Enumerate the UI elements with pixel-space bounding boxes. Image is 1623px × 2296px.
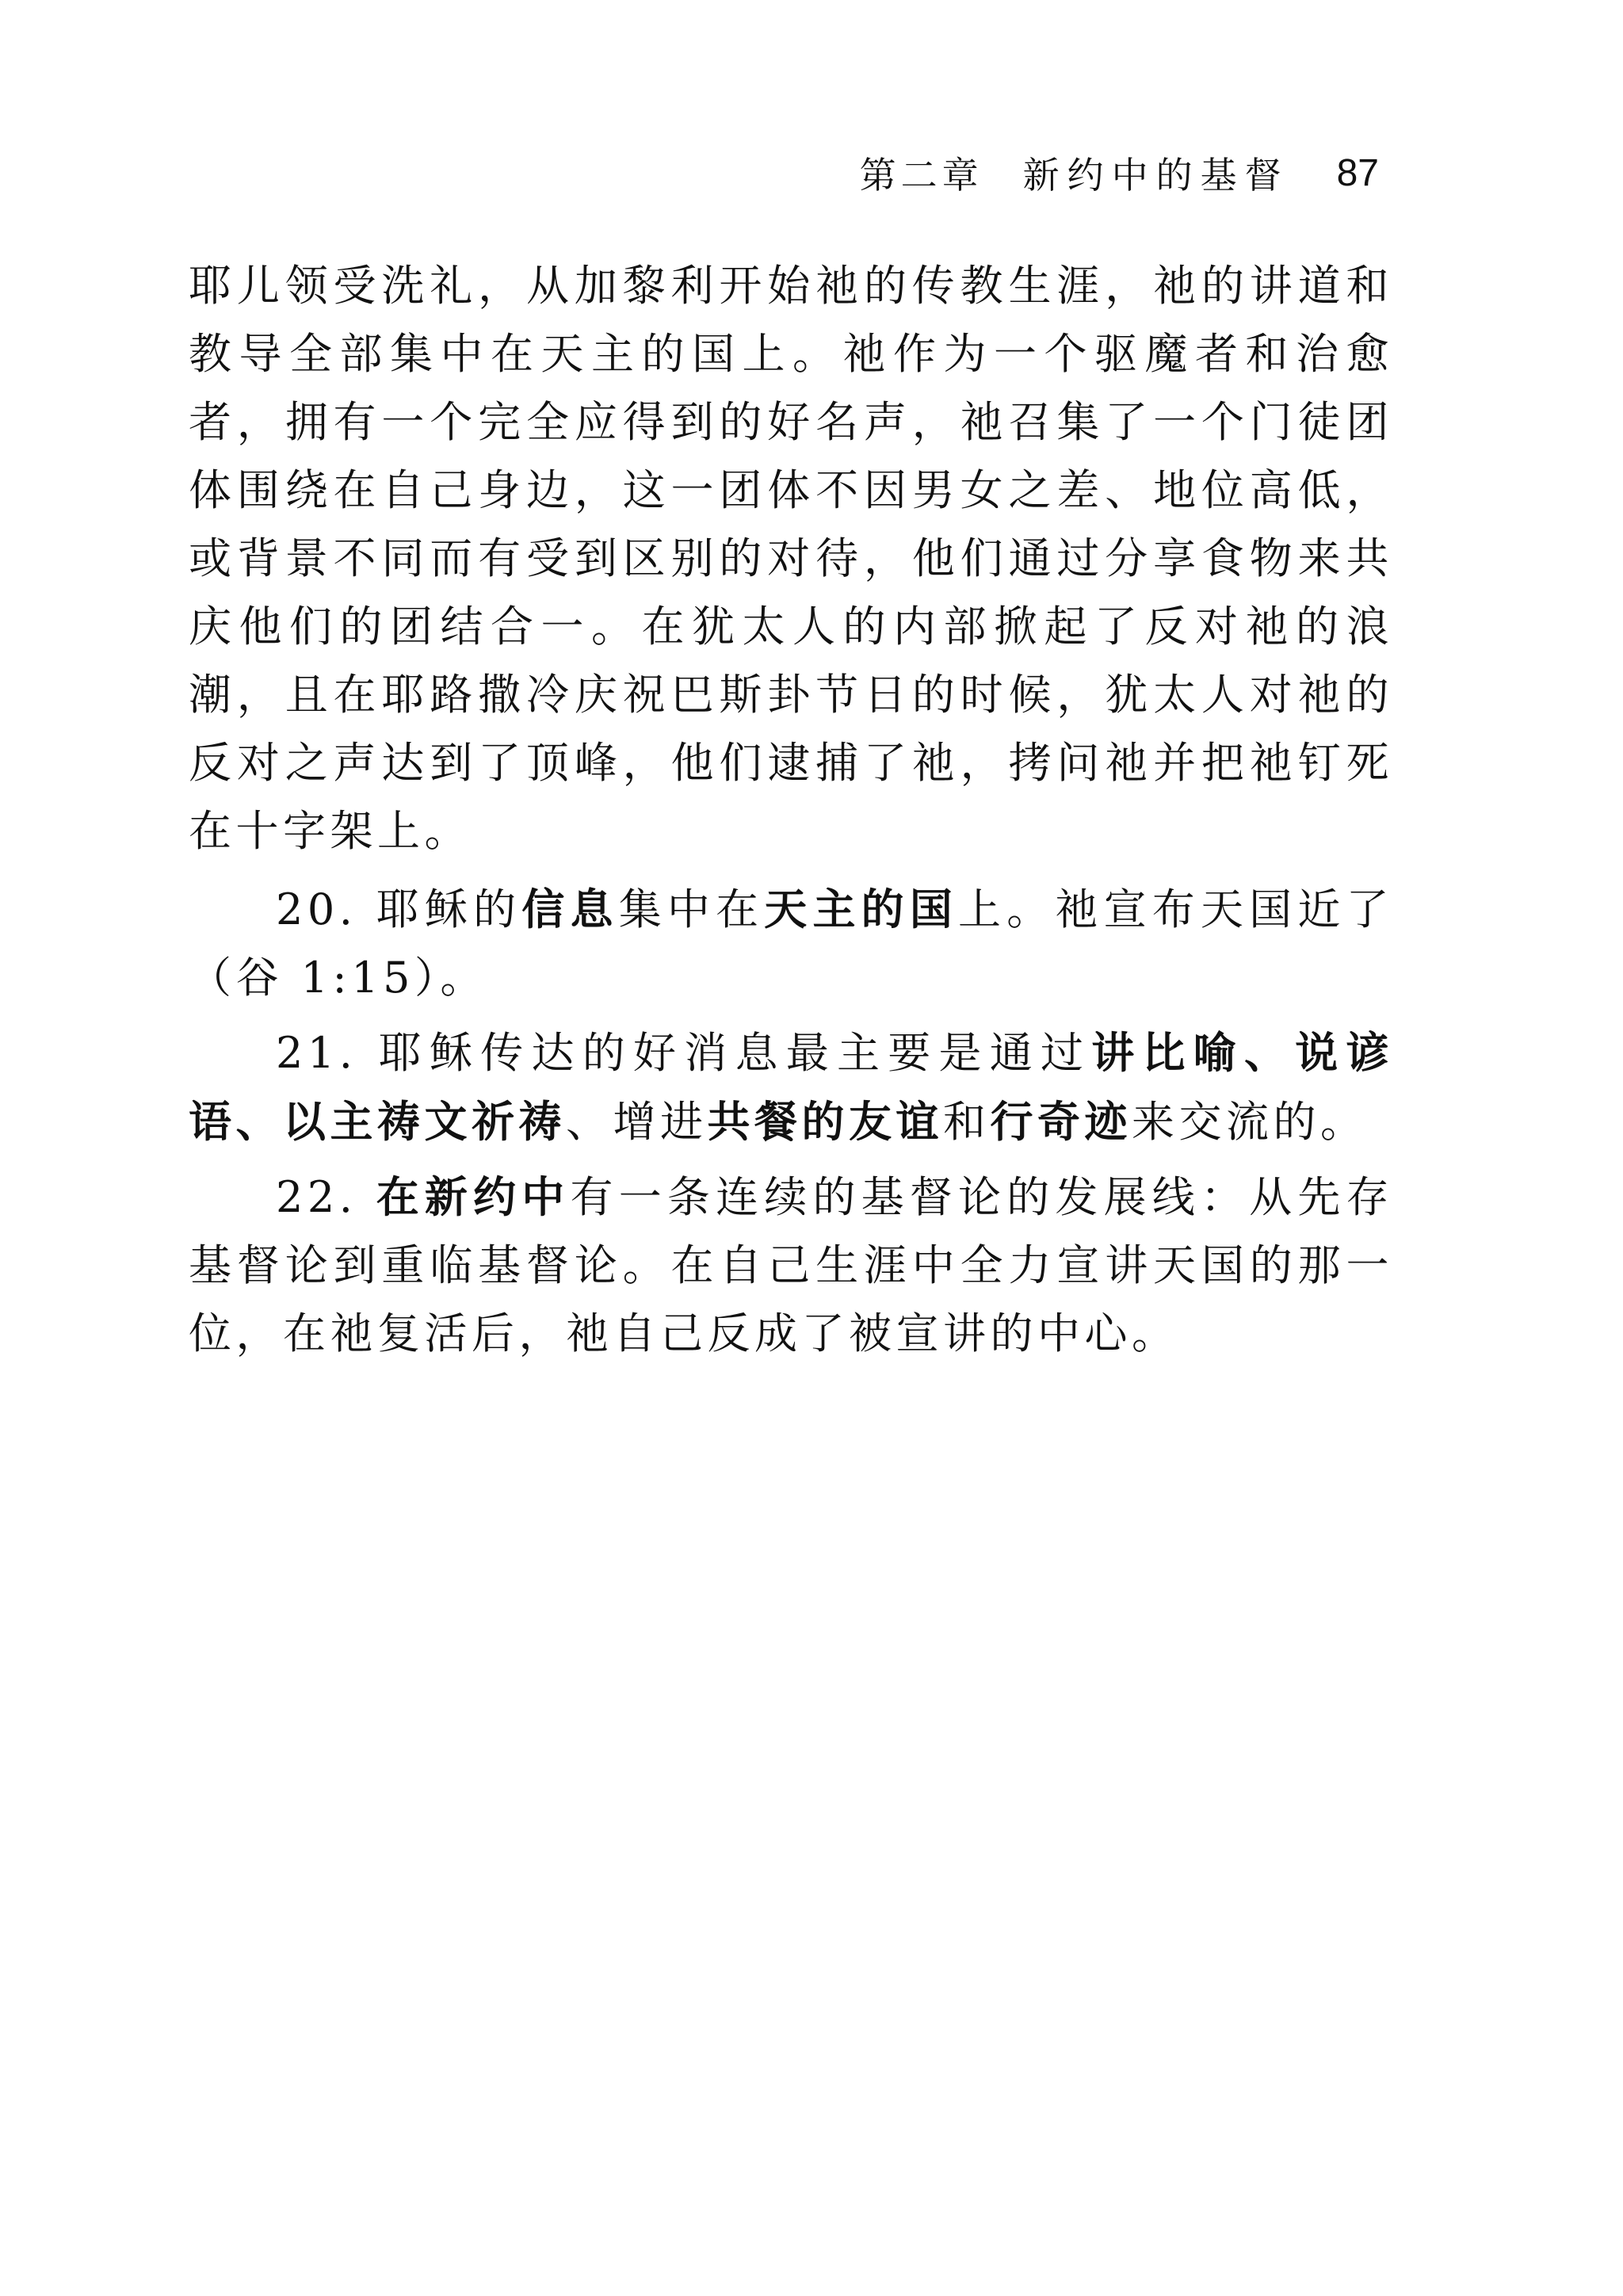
chapter-label: 第二章 xyxy=(859,154,983,197)
bold-run: 讲比喻、说谚语、以主祷文祈祷 xyxy=(189,1027,1394,1147)
bold-run: 共餐的友谊 xyxy=(707,1096,943,1147)
bold-run: 在新约中 xyxy=(376,1171,571,1222)
body-text xyxy=(189,252,1393,1374)
text-run: 和 xyxy=(943,1097,991,1147)
bold-run: 行奇迹 xyxy=(990,1096,1132,1147)
text-run: 耶儿领受洗礼，从加黎利开始祂的传教生涯，祂的讲道和教导全部集中在天主的国上。祂作为一个驱魔者和治愈者，拥有一个完全应得到的好名声，祂召集了一个门徒团体围绕在自己身边，这一团体不因男女之差、地位高低，或背景不同而有受到区别的对待，他们通过分享食物来共庆他们的团结合一。在犹太人的内部掀起了反对祂的浪潮，且在耶路撒冷庆祝巴斯卦节日的时候，犹太人对祂的反对之声达到了顶峰，他们逮捕了祂，拷问祂并把祂钉死在十字架上。 xyxy=(189,261,1393,856)
bold-run: 天主的国 xyxy=(764,884,959,934)
text-run: 上。祂宣布天国近了（谷 1:15）。 xyxy=(189,884,1394,1003)
paragraph-21 xyxy=(189,1018,1393,1156)
chapter-title: 新约中的基督 xyxy=(1022,154,1289,197)
text-run: 20. 耶稣的 xyxy=(276,884,522,934)
text-run: 集中在 xyxy=(618,884,765,934)
text-run: 有一条连续的基督论的发展线：从先存基督论到重临基督论。在自己生涯中全力宣讲天国的那一位，在祂复活后，祂自己反成了被宣讲的中心。 xyxy=(189,1172,1394,1358)
paragraph-22 xyxy=(189,1163,1393,1368)
paragraph-continued xyxy=(189,252,1393,865)
text-run: 来交流的。 xyxy=(1132,1097,1368,1147)
paragraph-20 xyxy=(189,875,1393,1012)
page-number: 87 xyxy=(1336,151,1379,194)
running-header xyxy=(840,141,1379,204)
text-run: 21. 耶稣传达的好消息最主要是通过 xyxy=(276,1028,1092,1078)
bold-run: 信息 xyxy=(521,884,619,934)
text-run: 、增进 xyxy=(566,1097,708,1147)
text-run: 22. xyxy=(276,1172,376,1222)
